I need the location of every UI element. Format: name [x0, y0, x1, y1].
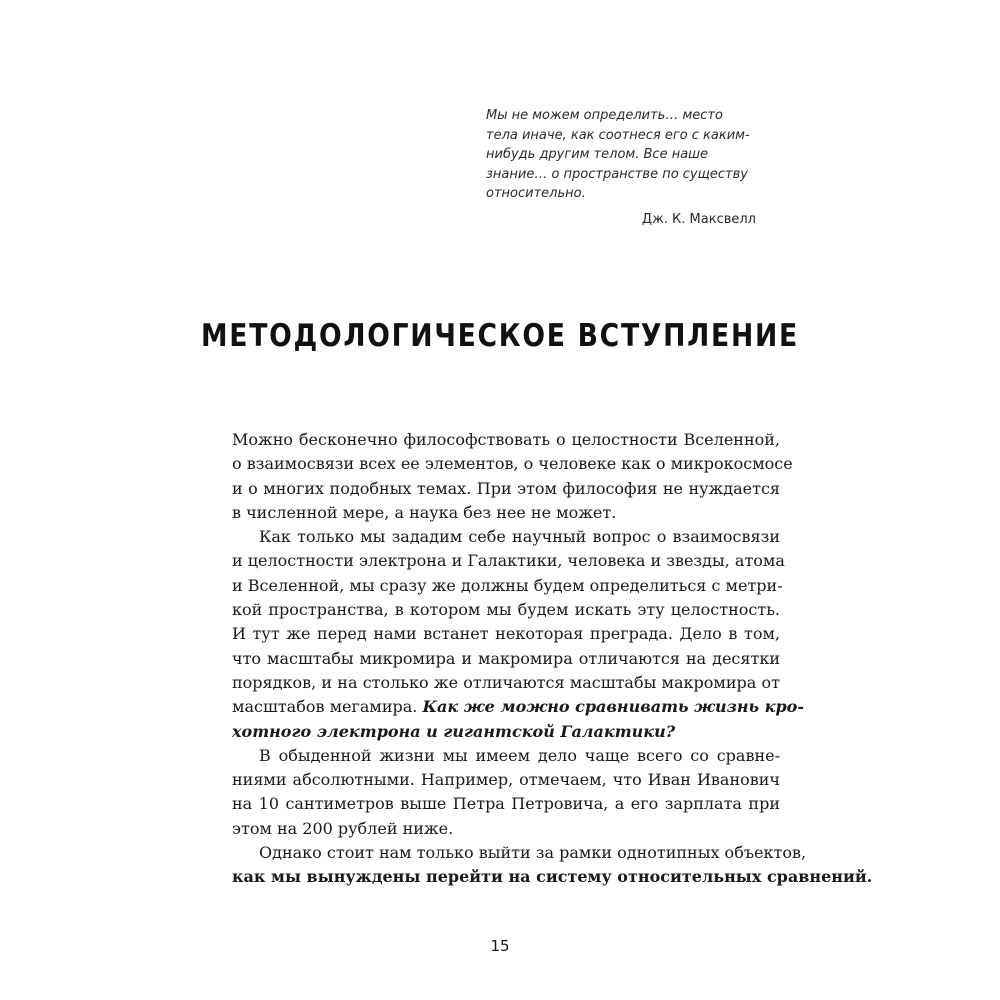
- epigraph-line: относительно.: [486, 186, 586, 201]
- body-line: и о многих подобных темах. При этом философия не нуждается: [232, 478, 780, 498]
- body-text: [232, 428, 873, 890]
- body-line: Как только мы зададим себе научный вопрос о взаимосвязи: [259, 527, 780, 547]
- body-line: Можно бесконечно философствовать о целостности Вселенной,: [232, 430, 780, 449]
- epigraph-line: Мы не можем определить… место: [486, 108, 723, 123]
- epigraph-line: знание… о пространстве по существу: [486, 166, 748, 182]
- body-line-mixed: [232, 695, 804, 719]
- chapter-title: МЕТОДОЛОГИЧЕСКОЕ ВСТУПЛЕНИЕ: [201, 318, 799, 354]
- emphasized-question: Как же можно сравнивать жизнь кро-: [422, 697, 804, 717]
- epigraph: [486, 106, 766, 204]
- body-line-bold: как мы вынуждены перейти на систему относительных сравнений.: [232, 867, 873, 887]
- epigraph-author: Дж. К. Максвелл: [641, 212, 756, 227]
- body-line: ниями абсолютными. Например, отмечаем, что Иван Иванович: [232, 770, 780, 790]
- body-line: на 10 сантиметров выше Петра Петровича, а его зарплата при: [232, 794, 780, 814]
- emphasized-question-end: хотного электрона и гигантской Галактики?: [232, 721, 676, 741]
- epigraph-line: нибудь другим телом. Все наше: [486, 147, 709, 162]
- body-line: кой пространства, в котором мы будем искать эту целостность.: [232, 600, 780, 620]
- body-line: и Вселенной, мы сразу же должны будем определиться с метри-: [232, 575, 783, 595]
- body-line: Однако стоит нам только выйти за рамки однотипных объектов,: [259, 843, 807, 863]
- body-line: В обыденной жизни мы имеем дело чаще всего со сравне-: [259, 745, 780, 765]
- body-line: порядков, и на столько же отличаются масштабы макромира от: [232, 672, 780, 692]
- body-line: что масштабы микромира и макромира отличаются на десятки: [232, 648, 780, 668]
- epigraph-line: тела иначе, как соотнеся его с каким-: [486, 127, 750, 143]
- body-line: этом на 200 рублей ниже.: [232, 818, 454, 838]
- body-line: И тут же перед нами встанет некоторая преграда. Дело в том,: [232, 624, 780, 644]
- body-line: в численной мере, а наука без нее не может.: [232, 502, 617, 522]
- body-line: о взаимосвязи всех ее элементов, о человеке как о микрокосмосе: [232, 454, 793, 474]
- page-number: 15: [490, 937, 510, 955]
- body-text-plain: масштабов мегамира.: [232, 697, 423, 717]
- body-line: и целостности электрона и Галактики, человека и звезды, атома: [232, 551, 785, 571]
